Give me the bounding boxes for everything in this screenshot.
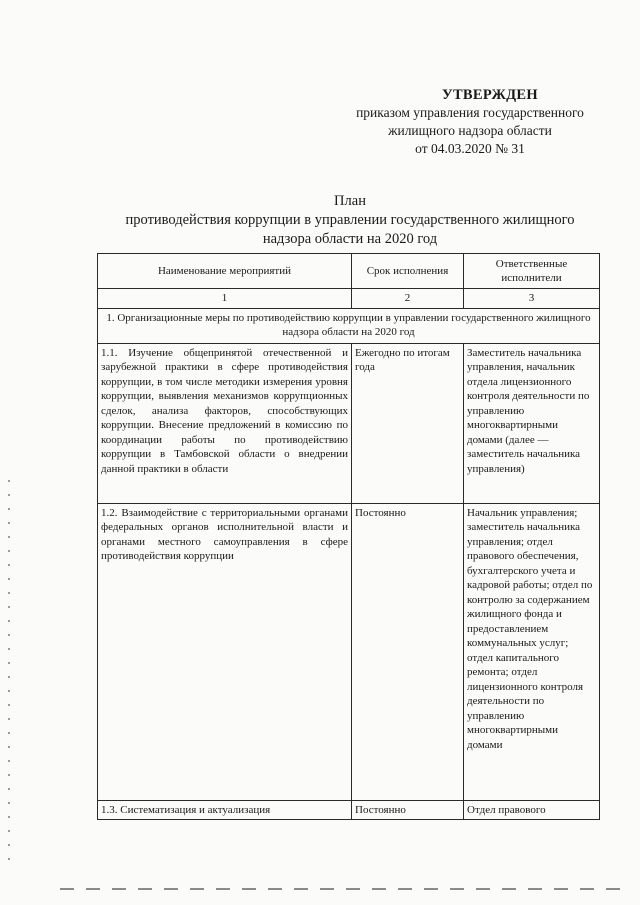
table-row	[98, 800, 600, 820]
column-number: 3	[464, 289, 600, 309]
column-number: 2	[352, 289, 464, 309]
scan-bottom-marks	[60, 888, 620, 890]
column-header-activities: Наименование мероприятий	[98, 254, 352, 289]
responsible-cell: Заместитель начальника управления, начальник отдела лицензионного контроля деятельности по управлению многоквартирными домами (далее — заместитель начальника управления)	[464, 343, 600, 503]
activity-cell: 1.2. Взаимодействие с территориальными органами федеральных органов исполнительной власти и органами местного самоуправления в сфере противодействия коррупции	[98, 503, 352, 800]
responsible-cell: Отдел правового	[464, 800, 600, 820]
approval-line: жилищного надзора области	[388, 123, 552, 138]
activity-cell: 1.3. Систематизация и актуализация	[98, 800, 352, 820]
section-heading: 1. Организационные меры по противодействию коррупции в управлении государственного жилищного надзора области на 2020 год	[98, 308, 600, 343]
approval-block	[330, 86, 610, 158]
approval-title: УТВЕРЖДЕН	[442, 87, 538, 103]
column-number: 1	[98, 289, 352, 309]
plan-table	[97, 253, 600, 820]
term-cell: Постоянно	[352, 503, 464, 800]
scan-margin-marks	[8, 480, 10, 860]
approval-line: приказом управления государственного	[356, 105, 584, 120]
title-line: противодействия коррупции в управлении государственного жилищного	[125, 212, 575, 228]
responsible-cell: Начальник управления; заместитель начальника управления; отдел правового обеспечения, бухгалтерского учета и кадровой работы; отдел по контролю за содержанием жилищного фонда и предоставлением коммунальных услуг; отдел капитального ремонта; отдел лицензионного контроля деятельности по управлению многоквартирными домами	[464, 503, 600, 800]
approval-date: от 04.03.2020 № 31	[415, 141, 525, 156]
header-row	[98, 254, 600, 289]
table-row	[98, 343, 600, 503]
term-cell: Ежегодно по итогам года	[352, 343, 464, 503]
table-row	[98, 503, 600, 800]
column-number-row	[98, 289, 600, 309]
document-title	[100, 192, 600, 249]
term-cell: Постоянно	[352, 800, 464, 820]
activity-cell: 1.1. Изучение общепринятой отечественной и зарубежной практики в сфере противодействия коррупции, в том числе методики измерения уровня коррупции, выявления механизмов коррупционных сделок, анализа факторов, способствующих коррупции. Внесение предложений в комиссию по координации работы по противодействию коррупции в Тамбовской области о внедрении данной практики в области	[98, 343, 352, 503]
section-row	[98, 308, 600, 343]
column-header-term: Срок исполнения	[352, 254, 464, 289]
column-header-responsible: Ответственные исполнители	[464, 254, 600, 289]
title-line: надзора области на 2020 год	[262, 231, 438, 247]
title-plan: План	[334, 193, 366, 209]
